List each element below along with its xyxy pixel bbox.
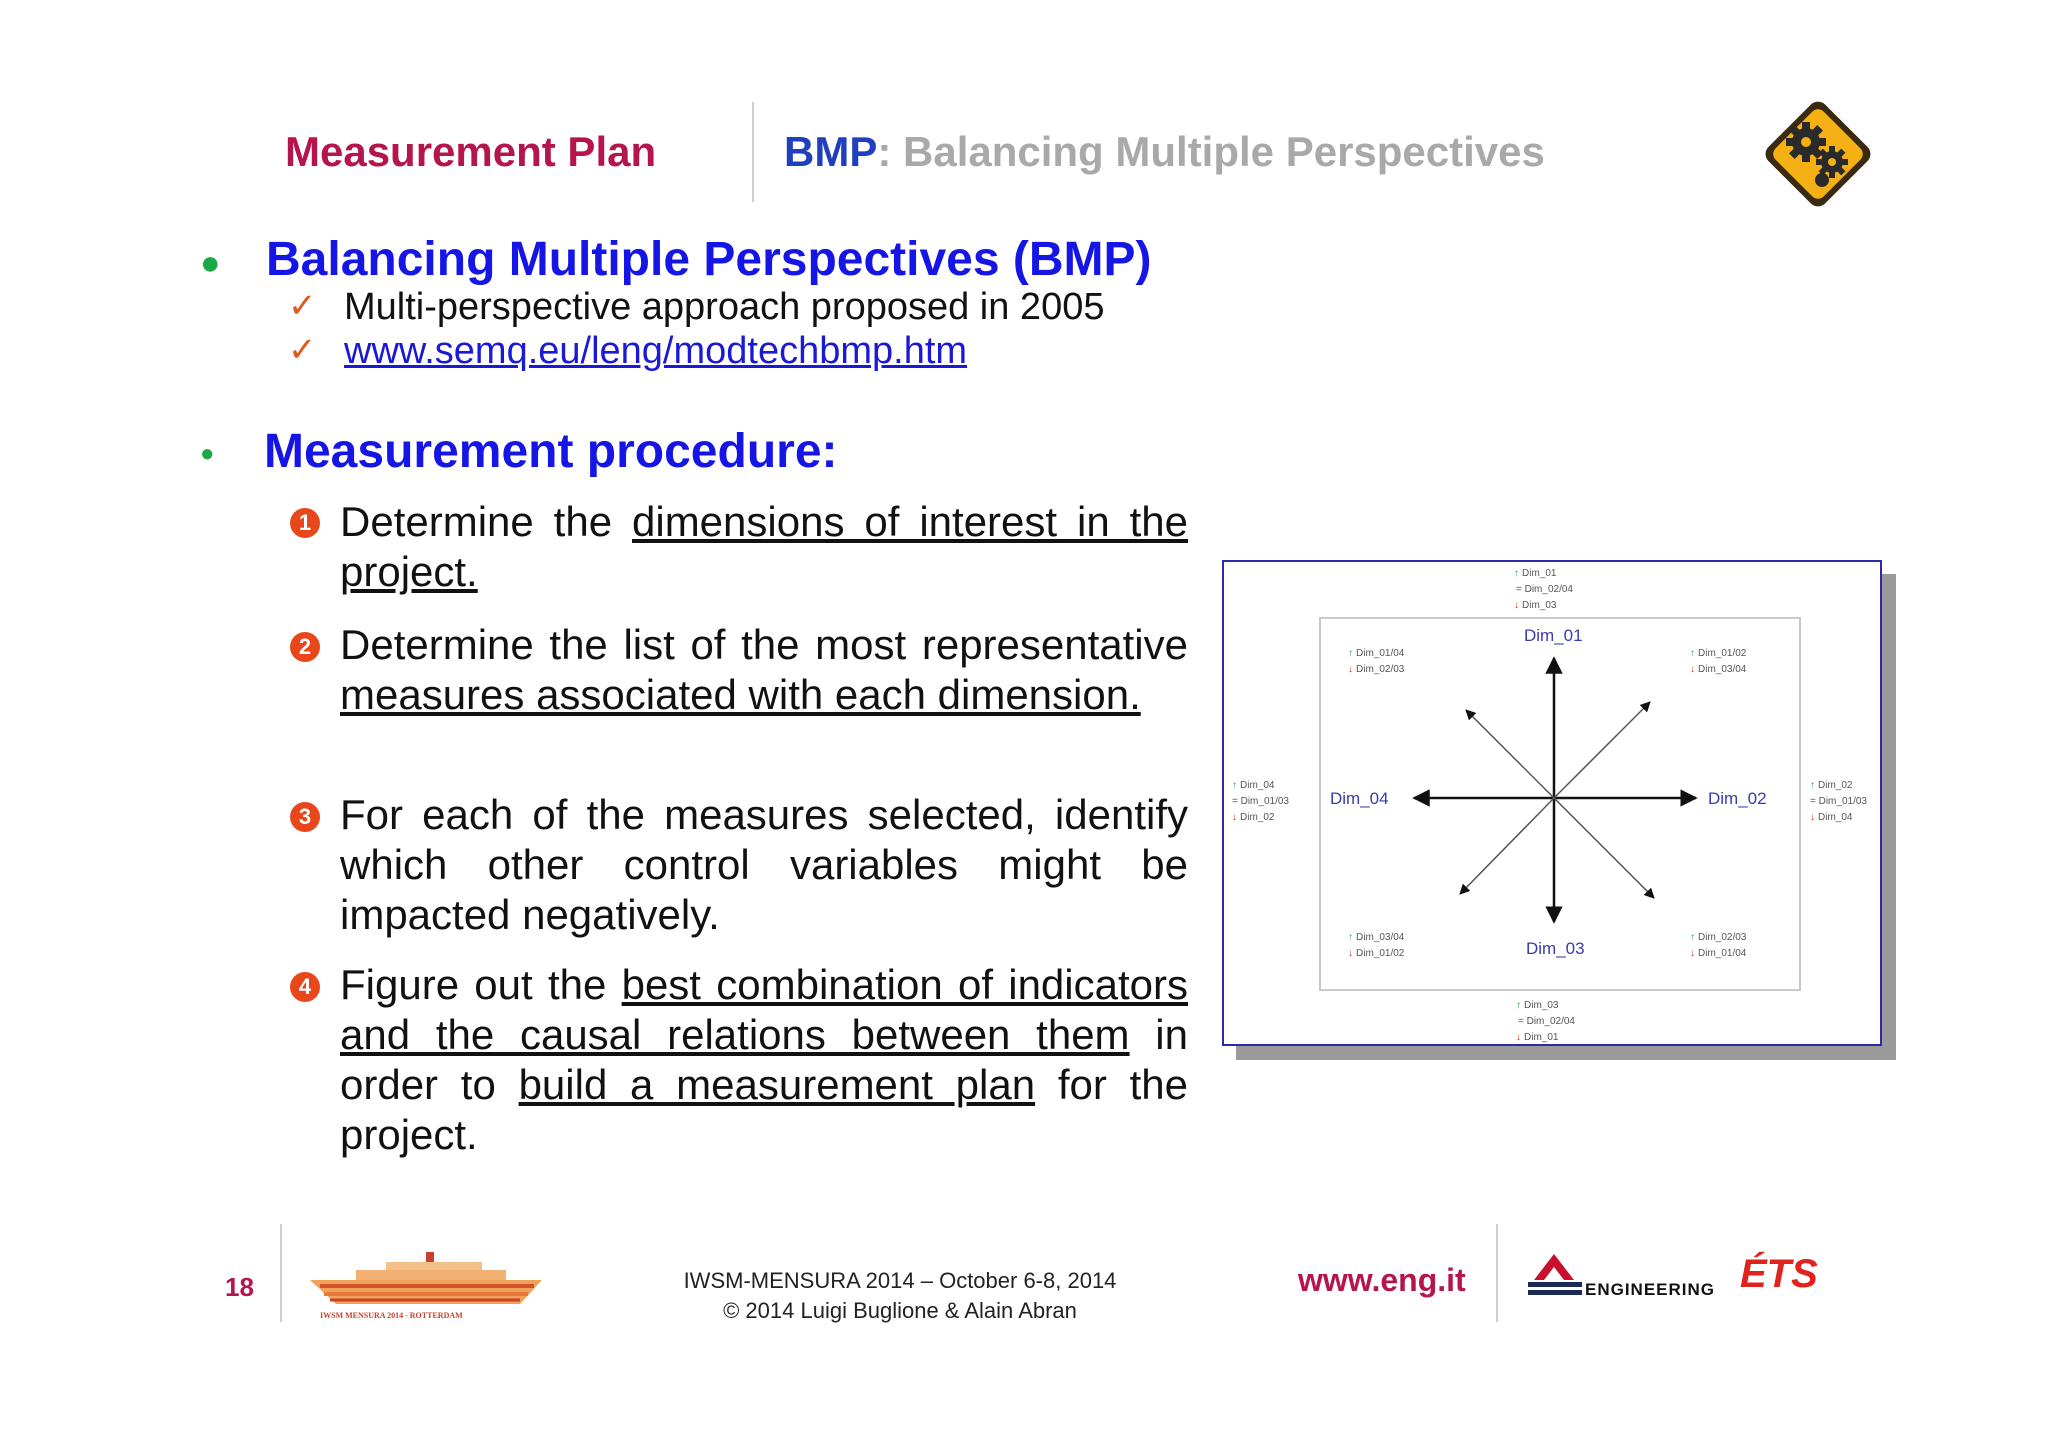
step-4: Figure out the best combination of indicators and the causal relations between them in order to build a measurement plan for the project. <box>340 961 1188 1158</box>
ets-logo: ÉTS <box>1740 1252 1818 1296</box>
corner-bl-1: Dim_03/04 <box>1356 932 1405 943</box>
outer-bottom-1: Dim_03 <box>1524 1000 1559 1011</box>
svg-text:↓: ↓ <box>1514 600 1519 611</box>
step-4-marker: 4 <box>290 972 320 1002</box>
step-2-marker: 2 <box>290 632 320 662</box>
ship-caption: IWSM MENSURA 2014 - ROTTERDAM <box>320 1311 463 1320</box>
svg-text:↑: ↑ <box>1810 780 1815 791</box>
title-acronym: BMP <box>784 128 878 175</box>
outer-left-1: Dim_04 <box>1240 780 1275 791</box>
engineering-wordmark: ENGINEERING <box>1585 1280 1716 1299</box>
corner-br-2: Dim_01/04 <box>1698 948 1747 959</box>
svg-text:↑: ↑ <box>1514 568 1519 579</box>
section-title: Measurement Plan <box>285 128 657 175</box>
conference-info: IWSM-MENSURA 2014 – October 6-8, 2014 <box>683 1268 1117 1293</box>
title-rest: : Balancing Multiple Perspectives <box>877 128 1545 175</box>
footer-divider <box>280 1224 282 1322</box>
step-2: Determine the list of the most representative measures associated with each dimension. <box>340 621 1188 718</box>
step-1-marker: 1 <box>290 508 320 538</box>
svg-text:↑: ↑ <box>1690 648 1695 659</box>
bmp-diagram-svg <box>1224 562 1880 1044</box>
footer-url[interactable]: www.eng.it <box>1298 1262 1466 1298</box>
step-1: Determine the dimensions of interest in the project. <box>340 498 1189 595</box>
copyright: © 2014 Luigi Buglione & Alain Abran <box>723 1298 1077 1323</box>
corner-tr-1: Dim_01/02 <box>1698 648 1747 659</box>
bullet-dot: ● <box>200 244 221 282</box>
bullet-dot: ● <box>200 440 215 467</box>
axis-label-right: Dim_02 <box>1708 789 1767 808</box>
outer-bottom-2: = Dim_02/04 <box>1518 1016 1575 1027</box>
bmp-diagram <box>1222 560 1882 1046</box>
outer-left-3: Dim_02 <box>1240 812 1275 823</box>
step-3: For each of the measures selected, identify which other control variables might be impacted negatively. <box>340 791 1188 938</box>
svg-text:↑: ↑ <box>1348 932 1353 943</box>
outer-bottom-3: Dim_01 <box>1524 1032 1559 1043</box>
corner-br-1: Dim_02/03 <box>1698 932 1747 943</box>
svg-text:↑: ↑ <box>1232 780 1237 791</box>
bmp-link[interactable]: www.semq.eu/leng/modtechbmp.htm <box>344 330 968 372</box>
svg-text:↑: ↑ <box>1516 1000 1521 1011</box>
header-divider <box>752 102 754 202</box>
heading-procedure: Measurement procedure: <box>264 425 838 478</box>
svg-text:↓: ↓ <box>1516 1032 1521 1043</box>
svg-text:↓: ↓ <box>1690 948 1695 959</box>
corner-tl-1: Dim_01/04 <box>1356 648 1405 659</box>
engineering-logo-icon <box>1524 1250 1586 1300</box>
svg-text:↓: ↓ <box>1232 812 1237 823</box>
check-icon: ✓ <box>288 287 317 325</box>
step-3-marker: 3 <box>290 802 320 832</box>
footer-center <box>620 1266 1180 1326</box>
outer-top-1: Dim_01 <box>1522 568 1557 579</box>
outer-right-3: Dim_04 <box>1818 812 1853 823</box>
corner-tl-2: Dim_02/03 <box>1356 664 1405 675</box>
corner-tr-2: Dim_03/04 <box>1698 664 1747 675</box>
svg-text:↓: ↓ <box>1348 948 1353 959</box>
page-number: 18 <box>225 1272 254 1302</box>
diag-tl <box>1466 710 1554 798</box>
ship-logo-icon <box>306 1250 556 1320</box>
diag-bl <box>1460 798 1554 894</box>
outer-right-1: Dim_02 <box>1818 780 1853 791</box>
svg-text:↑: ↑ <box>1348 648 1353 659</box>
axis-label-left: Dim_04 <box>1330 789 1389 808</box>
gears-warning-sign-icon <box>1756 92 1880 216</box>
diag-br <box>1554 798 1654 898</box>
outer-right-2: = Dim_01/03 <box>1810 796 1867 807</box>
outer-top-2: = Dim_02/04 <box>1516 584 1573 595</box>
sub-item-approach: Multi-perspective approach proposed in 2005 <box>344 286 1105 328</box>
svg-text:↓: ↓ <box>1810 812 1815 823</box>
svg-text:↓: ↓ <box>1348 664 1353 675</box>
corner-bl-2: Dim_01/02 <box>1356 948 1405 959</box>
footer-divider <box>1496 1224 1498 1322</box>
outer-left-2: = Dim_01/03 <box>1232 796 1289 807</box>
outer-top-3: Dim_03 <box>1522 600 1557 611</box>
svg-text:↓: ↓ <box>1690 664 1695 675</box>
heading-bmp: Balancing Multiple Perspectives (BMP) <box>266 233 1152 286</box>
page-title <box>784 128 1545 176</box>
check-icon: ✓ <box>288 331 317 369</box>
axis-label-top: Dim_01 <box>1524 626 1583 645</box>
axis-label-bottom: Dim_03 <box>1526 939 1585 958</box>
svg-text:↑: ↑ <box>1690 932 1695 943</box>
diag-tr <box>1554 702 1650 798</box>
